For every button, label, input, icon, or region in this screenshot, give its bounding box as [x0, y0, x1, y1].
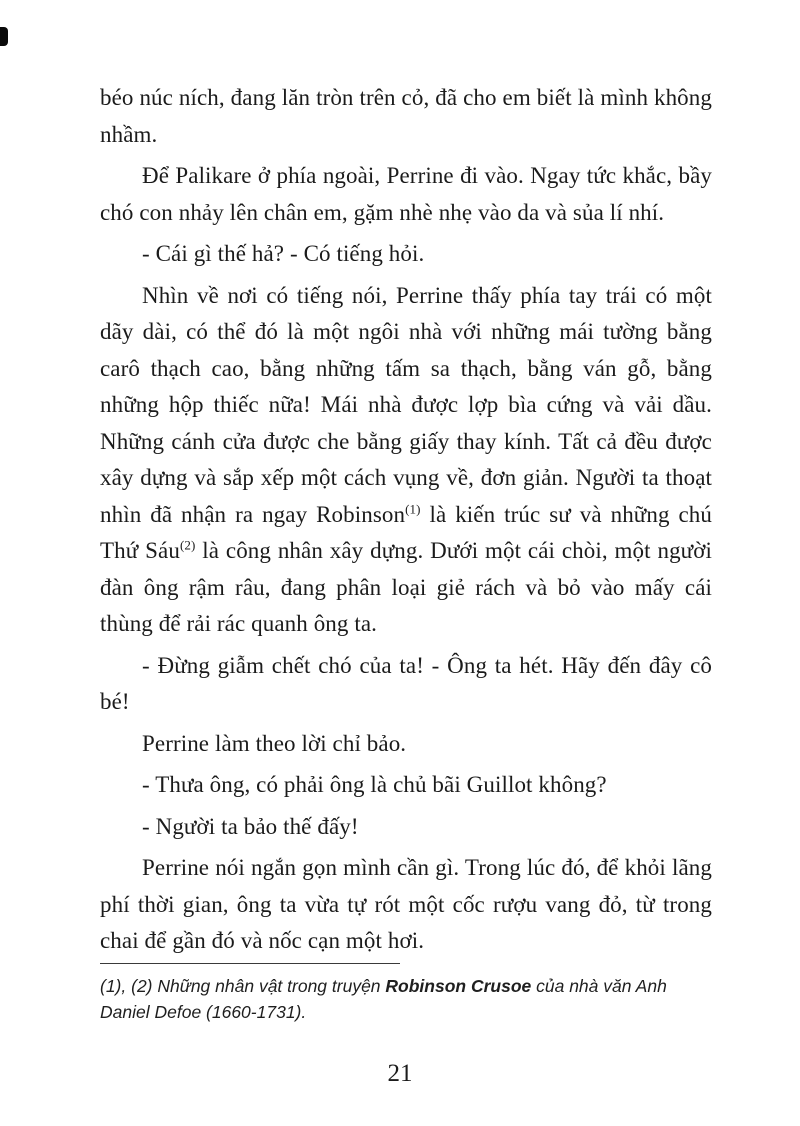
paragraph-text: là kiến trúc sư và những chú Thứ Sáu: [100, 501, 712, 563]
scan-edge-artifact: [0, 27, 8, 46]
paragraph-text: là công nhân xây dựng. Dưới một cái chòi, một người đàn ông rậm râu, đang phân loại giẻ rách và bỏ vào mấy cái thùng để rải rác quanh ông ta.: [100, 538, 712, 636]
dialogue-line: - Thưa ông, có phải ông là chủ bãi Guillot không?: [142, 772, 607, 797]
paragraph: Perrine làm theo lời chỉ bảo.: [142, 730, 407, 756]
paragraph-with-footnotes: [100, 278, 712, 643]
footnote-text: [100, 973, 712, 1025]
footnote-part: (1), (2) Những nhân vật trong truyện: [100, 976, 386, 996]
paragraph-text: Nhìn về nơi có tiếng nói, Perrine thấy phía tay trái có một dãy dài, có thể đó là một ngôi nhà với những mái tường bằng carô thạch cao, bằng những tấm sa thạch, bằng ván gỗ, bằng những hộp thiếc nữa! Mái nhà được lợp bìa cứng và vải dầu. Những cánh cửa được che bằng giấy thay kính. Tất cả đều được xây dựng và sắp xếp một cách vụng về, đơn giản. Người ta thoạt nhìn đã nhận ra ngay Robinson: [100, 282, 712, 527]
paragraph: Để Palikare ở phía ngoài, Perrine đi vào. Ngay tức khắc, bầy chó con nhảy lên chân em, gặm nhè nhẹ vào da và sủa lí nhí.: [100, 163, 712, 225]
footnote-marker-1: (1): [405, 500, 421, 516]
dialogue-line: - Đừng giẫm chết chó của ta! - Ông ta hét. Hãy đến đây cô bé!: [100, 652, 712, 714]
page-number: 21: [387, 1060, 413, 1087]
paragraph-continuation: béo núc ních, đang lăn tròn trên cỏ, đã cho em biết là mình không nhầm.: [100, 85, 712, 147]
paragraph: Perrine nói ngắn gọn mình cần gì. Trong lúc đó, để khỏi lãng phí thời gian, ông ta vừa tự rót một cốc rượu vang đỏ, từ trong chai để gần đó và nốc cạn một hơi.: [100, 855, 712, 953]
body-text: [100, 80, 712, 965]
dialogue-line: - Cái gì thế hả? - Có tiếng hỏi.: [142, 241, 425, 266]
dialogue-line: - Người ta bảo thế đấy!: [142, 813, 359, 839]
footnote-book-title: Robinson Crusoe: [385, 976, 532, 996]
footnote-area: [100, 963, 712, 1025]
footnote-marker-2: (2): [179, 537, 196, 553]
footnote-part: của nhà văn Anh Daniel Defoe (1660-1731).: [100, 976, 667, 1022]
footnote-divider: [100, 963, 400, 964]
